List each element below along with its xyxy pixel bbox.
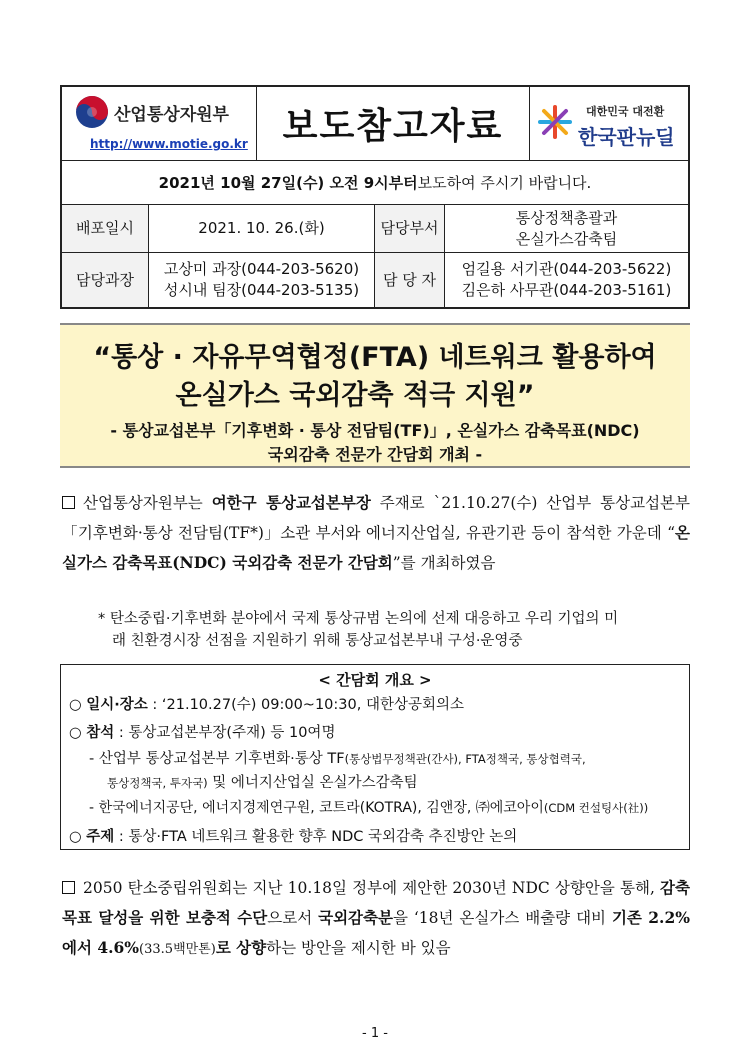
newdeal-star-icon	[538, 105, 572, 139]
para2-bold-3: 기존 2.2%에서 4.6%	[62, 908, 690, 957]
para1-text-2: 주재로 `21.10.27(수) 산업부 통상교섭본부「기후변화·통상 전담팀(TF*)」소관 부서와 에너지산업실, 유관기관 등이 참석한 가운데 “	[62, 494, 690, 542]
body-paragraph-2	[62, 873, 690, 964]
attendee-1-main: - 산업부 통상교섭본부 기후변화·통상 TF	[89, 751, 345, 767]
circle-bullet-icon: ○	[69, 829, 87, 845]
topic-label: 주제	[86, 829, 115, 845]
press-header-table	[60, 85, 690, 309]
subheadline-line-2: 국외감축 전문가 간담회 개최 -	[267, 445, 483, 464]
doc-type-title: 보도참고자료	[257, 87, 530, 160]
para2-bold-1: 감축목표 달성을 위한 보충적 수단	[62, 878, 690, 927]
dept-line-1: 통상정책총괄과	[515, 208, 618, 227]
topic-value: : 통상·FTA 네트워크 활용한 향후 NDC 국외감축 추진방안 논의	[114, 829, 518, 845]
section-value	[149, 253, 375, 307]
summary-when-row	[69, 693, 464, 714]
section-line-2: 성시내 팀장(044-203-5135)	[163, 281, 360, 299]
newdeal-subtitle: 대한민국 대전환	[586, 105, 665, 118]
summary-attendee-2	[89, 797, 648, 817]
circle-bullet-icon: ○	[69, 697, 87, 713]
para2-bold-4: 로 상향	[215, 938, 267, 957]
footnote	[98, 608, 690, 652]
dept-value	[445, 205, 688, 253]
para1-bold-2: 온실가스 감축목표(NDC) 국외감축 전문가 간담회	[62, 523, 690, 572]
when-label: 일시·장소	[86, 697, 148, 713]
summary-attendee-1-cont	[107, 771, 418, 792]
para2-text-3: 을 ‘18년 온실가스 배출량 대비	[392, 909, 612, 927]
contact-grid	[62, 205, 688, 307]
staff-line-1: 엄길용 서기관(044-203-5622)	[461, 260, 672, 278]
headline-box	[60, 323, 690, 468]
headline-line-2: 온실가스 국외감축 적극 지원”	[175, 380, 535, 411]
checkbox-bullet-icon	[62, 881, 75, 894]
para1-text-3: ”를 개최하였음	[392, 554, 496, 572]
page-number: - 1 -	[362, 1026, 388, 1041]
attendee-2-small: (CDM 컨설팅사(社))	[543, 801, 649, 815]
summary-attendee-1	[89, 747, 586, 768]
attend-value: : 통상교섭본부장(주재) 등 10여명	[114, 725, 336, 741]
newdeal-title: 한국판뉴딜	[578, 125, 675, 149]
dist-date-value: 2021. 10. 26.(화)	[149, 205, 375, 253]
attendee-2-main: - 한국에너지공단, 에너지경제연구원, 코트라(KOTRA), 김앤장, ㈜에코아이	[89, 800, 544, 816]
staff-line-2: 김은하 사무관(044-203-5161)	[461, 281, 672, 299]
ministry-logo-cell	[62, 87, 257, 160]
section-label: 담당과장	[62, 253, 149, 307]
taegeuk-emblem-icon	[75, 95, 109, 129]
when-value: : ‘21.10.27(수) 09:00~10:30, 대한상공회의소	[147, 697, 465, 713]
section-line-1: 고상미 과장(044-203-5620)	[163, 260, 360, 278]
attend-label: 참석	[86, 725, 115, 741]
staff-label: 담 당 자	[375, 253, 445, 307]
body-paragraph-1	[62, 488, 690, 578]
para2-text-5: 하는 방안을 제시한 바 있음	[266, 939, 451, 957]
subheadline-line-1: - 통상교섭본부「기후변화 · 통상 전담팀(TF)」, 온실가스 감축목표(NDC)	[110, 421, 640, 440]
embargo-time: 2021년 10월 27일(수) 오전 9시부터	[158, 174, 418, 192]
para2-bold-2: 국외감축분	[318, 908, 393, 927]
para2-text-2: 으로서	[267, 909, 319, 927]
embargo-rest: 보도하여 주시기 바랍니다.	[417, 174, 592, 192]
circle-bullet-icon: ○	[69, 725, 87, 741]
ministry-name: 산업통상자원부	[114, 105, 229, 125]
para1-text-1: 산업통상자원부는	[83, 494, 212, 512]
newdeal-logo-cell	[530, 87, 688, 160]
footnote-line-2: 래 친환경시장 선점을 지원하기 위해 통상교섭본부내 구성·운영중	[112, 633, 523, 649]
attendee-1-small: (통상법무정책관(간사), FTA정책국, 통상협력국,	[344, 752, 586, 766]
ministry-url-link[interactable]: http://www.motie.go.kr	[90, 137, 248, 151]
dept-label: 담당부서	[375, 205, 445, 253]
footnote-line-1: * 탄소중립·기후변화 분야에서 국제 통상규범 논의에 선제 대응하고 우리 기업의 미	[98, 611, 619, 627]
attendee-1-cont-main: 및 에너지산업실 온실가스감축팀	[207, 775, 418, 791]
para2-text-1: 2050 탄소중립위원회는 지난 10.18일 정부에 제안한 2030년 NDC 상향안을 통해,	[83, 879, 661, 897]
headline-line-1: “통상 · 자유무역협정(FTA) 네트워크 활용하여	[93, 342, 657, 373]
checkbox-bullet-icon	[62, 496, 75, 509]
dept-line-2: 온실가스감축팀	[515, 229, 618, 248]
attendee-1-cont-small: 통상정책국, 투자국)	[107, 776, 208, 790]
staff-value	[445, 253, 688, 307]
dist-date-label: 배포일시	[62, 205, 149, 253]
summary-title: < 간담회 개요 >	[318, 671, 432, 689]
summary-topic-row	[69, 825, 517, 846]
para1-bold-1: 여한구 통상교섭본부장	[211, 493, 371, 512]
para2-text-4: (33.5백만톤)	[139, 942, 216, 957]
embargo-notice	[62, 161, 688, 205]
summary-attend-row	[69, 721, 335, 742]
meeting-summary-box	[60, 664, 690, 850]
